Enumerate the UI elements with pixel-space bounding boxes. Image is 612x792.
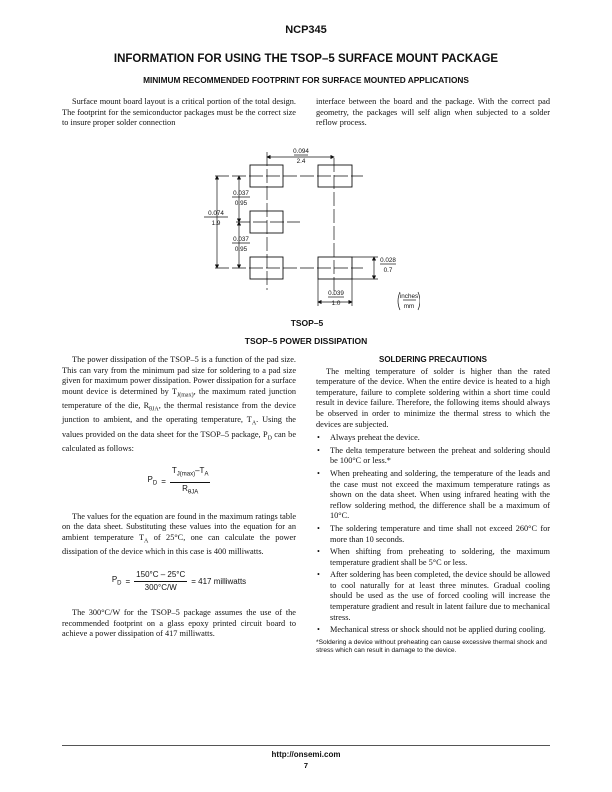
dim-pad-width-mm: 1.0 — [331, 300, 341, 307]
dim-span-inches: 0.074 — [208, 210, 224, 217]
dim-pitch-inches: 0.094 — [293, 148, 309, 155]
unit-mm: mm — [403, 303, 415, 310]
page-number: 7 — [303, 761, 309, 770]
dim-gap2-mm: 0.95 — [234, 246, 248, 253]
unit-inches: inches — [399, 293, 419, 300]
dim-pitch-mm: 2.4 — [296, 158, 306, 165]
power-dissipation-column — [62, 355, 296, 640]
dim-span-mm: 1.9 — [211, 220, 221, 227]
power-paragraph-2: The values for the equation are found in the maximum ratings table on the data sheet. Substituting these values into the equation for an ambient temperature $T_A$ of 25°C, one can calculate the power dissipation of the device which in this case is 400 milliwatts. — [62, 511, 296, 557]
power-paragraph-3: The 300°C/W for the TSOP–5 package assumes the use of the recommended footprint on a glass epoxy printed circuit board to achieve a power dissipation of 417 milliwatts. — [62, 607, 296, 639]
dim-pad-width-inches: 0.039 — [328, 290, 344, 297]
list-item: • Always preheat the device. — [316, 433, 550, 444]
footer-url[interactable]: http://onsemi.com — [271, 750, 341, 759]
soldering-list — [316, 433, 550, 636]
list-item: • Mechanical stress or shock should not be applied during cooling. — [316, 625, 550, 636]
part-number-header: NCP345 — [285, 24, 327, 36]
page-title: INFORMATION FOR USING THE TSOP–5 SURFACE MOUNT PACKAGE — [113, 53, 499, 65]
page-subtitle: MINIMUM RECOMMENDED FOOTPRINT FOR SURFACE MOUNTED APPLICATIONS — [143, 75, 469, 85]
list-item: • When preheating and soldering, the temperature of the leads and the case must not exceed the maximum temperature ratings as shown on the data sheet. When using infrared heating with the reflow soldering method, the difference shall be a maximum of 10°C. — [316, 469, 550, 522]
power-dissipation-heading: TSOP–5 POWER DISSIPATION — [244, 336, 368, 346]
intro-left — [62, 97, 296, 129]
list-item: • When shifting from preheating to soldering, the maximum temperature gradient shall be 5°C or less. — [316, 547, 550, 568]
list-item: • The soldering temperature and time shall not exceed 260°C for more than 10 seconds. — [316, 524, 550, 545]
equation-pd-result: $P_D$ = $\frac{150^\circ C - 25^\circ C}{300^\circ C/W}$ = 417 milliwatts — [111, 569, 247, 593]
soldering-heading: SOLDERING PRECAUTIONS — [378, 355, 487, 364]
soldering-intro: The melting temperature of solder is higher than the rated temperature of the device. When the entire device is heated to a high temperature, failure to complete soldering within a short time could result in device failure. Therefore, the following items should always be observed in order to minimize the thermal stress to which the devices are subjected. — [316, 366, 550, 429]
diagram-caption: TSOP–5 — [290, 318, 324, 328]
dim-gap2-inches: 0.037 — [233, 236, 249, 243]
dim-gap1-inches: 0.037 — [233, 190, 249, 197]
dim-pad-height-mm: 0.7 — [383, 267, 393, 274]
dim-pad-height-inches: 0.028 — [380, 257, 396, 264]
footer-divider — [62, 745, 550, 746]
dim-gap1-mm: 0.95 — [234, 200, 248, 207]
center-lines — [215, 152, 363, 295]
footprint-diagram — [200, 140, 420, 340]
equation-pd-formula: $P_D$ = $\frac{T_{J(max)}-T_A}{R_{\theta JA}}$ — [147, 466, 209, 496]
intro-right-text: interface between the board and the package. With the correct pad geometry, the packages will self align when subjected to a solder reflow process. — [316, 97, 550, 128]
list-item: • After soldering has been completed, the device should be allowed to cool naturally for at least three minutes. Gradual cooling should be used as the use of forced cooling will increase the temperature gradient and result in latent failure due to mechanical stress. — [316, 570, 550, 623]
soldering-column — [316, 355, 550, 656]
dimension-lines — [204, 155, 419, 306]
power-paragraph-1: The power dissipation of the TSOP–5 is a function of the pad size. This can vary from the minimum pad size for soldering to a pad size given for maximum power dissipation. Power dissipation for a surface mount device is determined by $T_{J(max)}$, the maximum rated junction temperature of the die, $R_{\theta JA}$, the thermal resistance from the device junction to ambient, and the operating temperature, $T_A$. Using the values provided on the data sheet for the TSOP–5 package, $P_D$ can be calculated as follows: — [62, 355, 296, 453]
soldering-footnote: *Soldering a device without preheating can cause excessive thermal shock and stress which can result in damage to the device. — [316, 638, 547, 655]
list-item: • The delta temperature between the preheat and soldering should be 100°C or less.* — [316, 446, 550, 467]
intro-left-text: Surface mount board layout is a critical portion of the total design. The footprint for the semiconductor packages must be the correct size to insure proper solder connection — [62, 97, 296, 128]
intro-right — [316, 97, 550, 129]
